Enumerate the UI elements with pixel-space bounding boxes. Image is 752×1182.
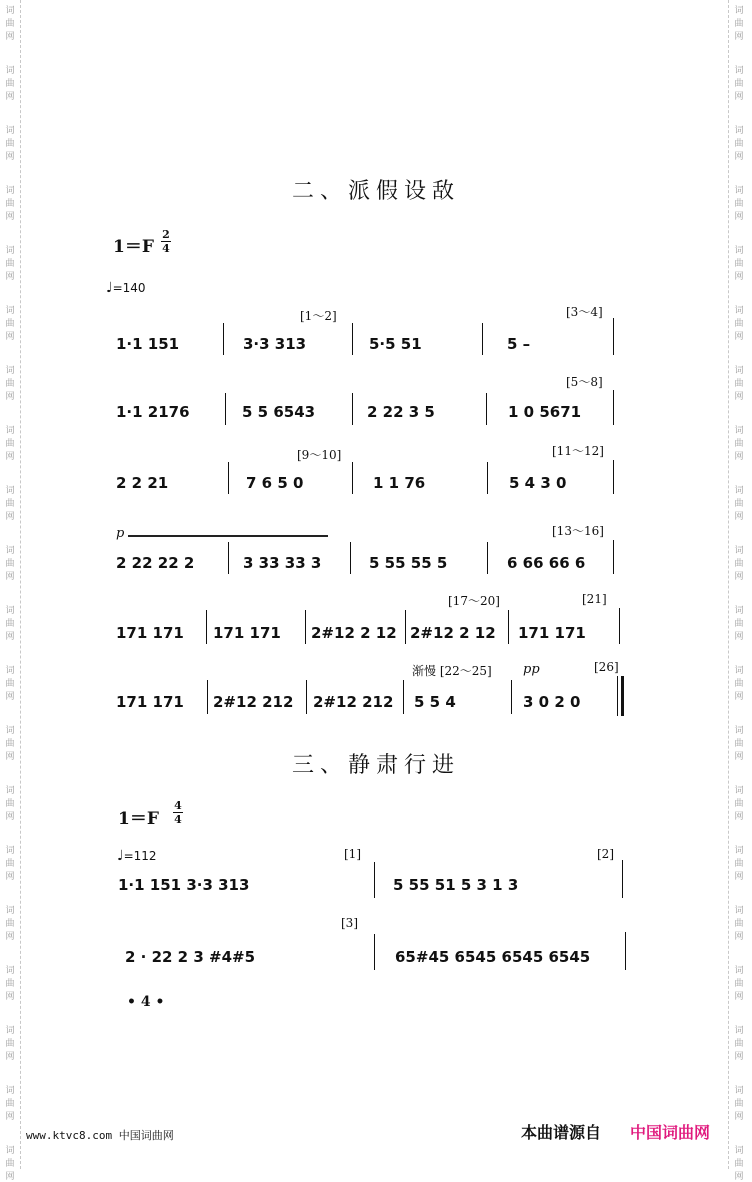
barline (403, 680, 404, 714)
watermark-char: 网 (5, 512, 15, 522)
page-number: • 4 • (127, 994, 165, 1010)
section3-title: 三、静肃行进 (291, 753, 460, 778)
rehearsal-mark: 渐慢 [22～25] (412, 664, 492, 678)
watermark-char: 曲 (5, 139, 15, 149)
watermark-char: 词 (5, 666, 15, 676)
watermark-char: 网 (5, 1112, 15, 1122)
watermark-char: 曲 (5, 319, 15, 329)
tempo-value: =112 (123, 849, 157, 863)
watermark-char: 网 (5, 812, 15, 822)
watermark-char: 曲 (734, 319, 744, 329)
watermark-char: 网 (5, 272, 15, 282)
barline (613, 460, 614, 494)
measure: 2 2 21 (116, 474, 169, 492)
watermark-char: 曲 (5, 79, 15, 89)
watermark-char: 词 (734, 126, 744, 136)
watermark-char: 网 (734, 32, 744, 42)
dynamic-pp: pp (523, 662, 540, 677)
watermark-char: 曲 (734, 439, 744, 449)
watermark-char: 网 (734, 332, 744, 342)
rehearsal-mark: [13～16] (552, 524, 604, 538)
crescendo-line (128, 535, 328, 537)
watermark-char: 词 (734, 1026, 744, 1036)
watermark-char: 词 (734, 246, 744, 256)
watermark-char: 曲 (5, 1159, 15, 1169)
watermark-char: 词 (5, 726, 15, 736)
watermark-char: 词 (5, 6, 15, 16)
final-barline-thin (617, 676, 618, 716)
watermark-char: 网 (734, 932, 744, 942)
barline (487, 542, 488, 574)
watermark-char: 词 (5, 966, 15, 976)
watermark-char: 词 (5, 66, 15, 76)
measure: 3 33 33 3 (243, 554, 322, 572)
measure: 1·1 151 3·3 313 (118, 876, 250, 894)
watermark-char: 网 (5, 752, 15, 762)
watermark-char: 词 (734, 186, 744, 196)
barline (206, 610, 207, 644)
watermark-char: 曲 (734, 559, 744, 569)
watermark-char: 网 (5, 1172, 15, 1182)
watermark-char: 网 (734, 152, 744, 162)
measure: 171 171 (518, 624, 586, 642)
watermark-char: 网 (5, 152, 15, 162)
section2-key: 1＝F (113, 237, 154, 257)
watermark-char: 曲 (734, 919, 744, 929)
tempo-value: =140 (112, 281, 146, 295)
measure: 5 4 3 0 (509, 474, 567, 492)
measure: 3·3 313 (243, 335, 307, 353)
barline (486, 393, 487, 425)
rehearsal-mark: [26] (594, 660, 619, 674)
watermark-char: 曲 (5, 259, 15, 269)
rehearsal-mark: [9～10] (297, 448, 342, 462)
barline (613, 390, 614, 425)
measure: 2#12 212 (313, 693, 394, 711)
watermark-char: 网 (5, 332, 15, 342)
watermark-char: 网 (5, 572, 15, 582)
measure: 2 22 22 2 (116, 554, 195, 572)
section3-key: 1＝F (118, 809, 159, 829)
watermark-char: 网 (734, 752, 744, 762)
watermark-char: 词 (5, 186, 15, 196)
measure: 5 5 4 (414, 693, 456, 711)
watermark-char: 网 (734, 1172, 744, 1182)
watermark-char: 曲 (734, 379, 744, 389)
watermark-char: 曲 (5, 1039, 15, 1049)
watermark-char: 词 (5, 786, 15, 796)
watermark-char: 网 (734, 872, 744, 882)
watermark-char: 词 (5, 1146, 15, 1156)
rehearsal-mark: [5～8] (566, 375, 603, 389)
footer-source-label: 本曲谱源自 (521, 1123, 602, 1142)
watermark-char: 网 (5, 932, 15, 942)
barline (508, 610, 509, 644)
section2-tempo (106, 280, 146, 296)
watermark-char: 词 (734, 1086, 744, 1096)
barline (207, 680, 208, 714)
watermark-char: 曲 (734, 139, 744, 149)
watermark-char: 网 (734, 572, 744, 582)
measure: 2#12 2 12 (410, 624, 496, 642)
measure: 5 5 6543 (242, 403, 316, 421)
watermark-char: 词 (5, 846, 15, 856)
barline (374, 862, 375, 898)
time-top: 2 (162, 228, 170, 241)
watermark-char: 词 (5, 306, 15, 316)
watermark-char: 网 (5, 872, 15, 882)
watermark-char: 词 (734, 906, 744, 916)
watermark-char: 网 (734, 272, 744, 282)
watermark-char: 词 (734, 426, 744, 436)
footer-url[interactable]: www.ktvc8.com 中国词曲网 (26, 1129, 174, 1142)
barline (613, 540, 614, 574)
barline (228, 542, 229, 574)
dynamic-p: p (116, 526, 125, 541)
watermark-char: 网 (734, 992, 744, 1002)
watermark-char: 网 (734, 512, 744, 522)
quarter-note-icon: ♩ (117, 848, 124, 864)
section3-time-signature (173, 800, 183, 825)
watermark-char: 词 (5, 126, 15, 136)
watermark-char: 网 (734, 692, 744, 702)
measure: 65#45 6545 6545 6545 (395, 948, 591, 966)
watermark-char: 网 (5, 32, 15, 42)
watermark-char: 网 (5, 212, 15, 222)
watermark-char: 词 (734, 786, 744, 796)
watermark-char: 词 (734, 546, 744, 556)
watermark-char: 网 (734, 812, 744, 822)
barline (482, 323, 483, 355)
watermark-char: 曲 (5, 799, 15, 809)
rehearsal-mark: [17～20] (448, 594, 500, 608)
final-barline-thick (621, 676, 624, 716)
barline (487, 462, 488, 494)
measure: 1·1 151 (116, 335, 180, 353)
measure: 171 171 (116, 693, 184, 711)
watermark-char: 曲 (5, 1099, 15, 1109)
measure: 2 22 3 5 (367, 403, 435, 421)
rehearsal-mark: [21] (582, 592, 607, 606)
barline (405, 610, 406, 644)
measure: 2#12 212 (213, 693, 294, 711)
watermark-char: 网 (5, 692, 15, 702)
measure: 7 6 5 0 (246, 474, 304, 492)
measure: 5 – (507, 335, 531, 353)
rehearsal-mark: [3] (341, 916, 358, 930)
watermark-char: 网 (5, 632, 15, 642)
measure: 2#12 2 12 (311, 624, 397, 642)
watermark-char: 词 (734, 966, 744, 976)
watermark-char: 曲 (734, 859, 744, 869)
watermark-char: 曲 (734, 259, 744, 269)
watermark-char: 曲 (5, 499, 15, 509)
measure: 1 1 76 (373, 474, 426, 492)
watermark-char: 曲 (5, 919, 15, 929)
barline (350, 542, 351, 574)
watermark-char: 曲 (734, 19, 744, 29)
rehearsal-mark: [1] (344, 847, 361, 861)
watermark-char: 词 (734, 726, 744, 736)
watermark-char: 网 (734, 1112, 744, 1122)
watermark-char: 曲 (734, 499, 744, 509)
watermark-char: 网 (734, 452, 744, 462)
watermark-char: 曲 (734, 199, 744, 209)
watermark-char: 词 (734, 306, 744, 316)
watermark-char: 网 (734, 92, 744, 102)
measure: 171 171 (116, 624, 184, 642)
time-bottom: 4 (174, 813, 182, 826)
watermark-char: 词 (734, 606, 744, 616)
barline (352, 462, 353, 494)
watermark-char: 曲 (734, 1099, 744, 1109)
barline (228, 462, 229, 494)
barline (352, 323, 353, 355)
rehearsal-mark: [11～12] (552, 444, 604, 458)
watermark-char: 曲 (734, 1159, 744, 1169)
watermark-char: 曲 (5, 859, 15, 869)
watermark-char: 曲 (5, 979, 15, 989)
measure: 171 171 (213, 624, 281, 642)
watermark-char: 词 (5, 1026, 15, 1036)
measure: 5·5 51 (369, 335, 422, 353)
watermark-char: 曲 (734, 679, 744, 689)
watermark-char: 网 (5, 1052, 15, 1062)
watermark-char: 网 (5, 392, 15, 402)
barline (622, 860, 623, 898)
barline (613, 318, 614, 355)
measure: 1 0 5671 (508, 403, 582, 421)
barline (511, 680, 512, 714)
watermark-char: 网 (5, 992, 15, 1002)
watermark-char: 曲 (734, 619, 744, 629)
barline (305, 610, 306, 644)
rehearsal-mark: [2] (597, 847, 614, 861)
time-bottom: 4 (162, 242, 170, 255)
section2-title: 二、派假设敌 (291, 179, 460, 204)
measure: 3 0 2 0 (523, 693, 581, 711)
watermark-char: 词 (5, 246, 15, 256)
time-top: 4 (174, 799, 182, 812)
measure: 2 · 22 2 3 #4#5 (125, 948, 256, 966)
section3-tempo (117, 848, 157, 864)
watermark-char: 网 (734, 212, 744, 222)
rehearsal-mark: [1～2] (300, 309, 337, 323)
watermark-char: 曲 (5, 739, 15, 749)
watermark-char: 词 (5, 546, 15, 556)
section2-time-signature (161, 229, 171, 254)
watermark-char: 词 (734, 666, 744, 676)
watermark-char: 网 (5, 92, 15, 102)
watermark-char: 词 (5, 606, 15, 616)
measure: 5 55 55 5 (369, 554, 448, 572)
watermark-char: 词 (5, 906, 15, 916)
barline (352, 393, 353, 425)
watermark-char: 词 (734, 486, 744, 496)
measure: 1·1 2176 (116, 403, 190, 421)
watermark-char: 网 (734, 1052, 744, 1062)
watermark-char: 曲 (734, 739, 744, 749)
barline (625, 932, 626, 970)
watermark-char: 曲 (5, 679, 15, 689)
watermark-char: 曲 (734, 799, 744, 809)
watermark-char: 曲 (734, 1039, 744, 1049)
barline (619, 608, 620, 644)
rehearsal-mark: [3～4] (566, 305, 603, 319)
watermark-char: 网 (5, 452, 15, 462)
watermark-char: 词 (734, 1146, 744, 1156)
watermark-char: 词 (734, 366, 744, 376)
watermark-char: 词 (5, 426, 15, 436)
watermark-char: 词 (734, 846, 744, 856)
barline (374, 934, 375, 970)
watermark-char: 曲 (5, 559, 15, 569)
barline (223, 323, 224, 355)
watermark-char: 曲 (734, 979, 744, 989)
footer-brand[interactable]: 中国词曲网 (630, 1123, 711, 1142)
watermark-char: 词 (5, 1086, 15, 1096)
watermark-char: 词 (734, 6, 744, 16)
watermark-char: 曲 (5, 379, 15, 389)
measure: 5 55 51 5 3 1 3 (393, 876, 519, 894)
watermark-char: 曲 (5, 19, 15, 29)
watermark-char: 曲 (5, 439, 15, 449)
watermark-char: 网 (734, 392, 744, 402)
barline (306, 680, 307, 714)
quarter-note-icon: ♩ (106, 280, 113, 296)
barline (225, 393, 226, 425)
watermark-char: 网 (734, 632, 744, 642)
watermark-char: 曲 (5, 199, 15, 209)
measure: 6 66 66 6 (507, 554, 586, 572)
watermark-char: 词 (5, 486, 15, 496)
watermark-char: 曲 (734, 79, 744, 89)
watermark-char: 词 (734, 66, 744, 76)
watermark-char: 曲 (5, 619, 15, 629)
watermark-char: 词 (5, 366, 15, 376)
